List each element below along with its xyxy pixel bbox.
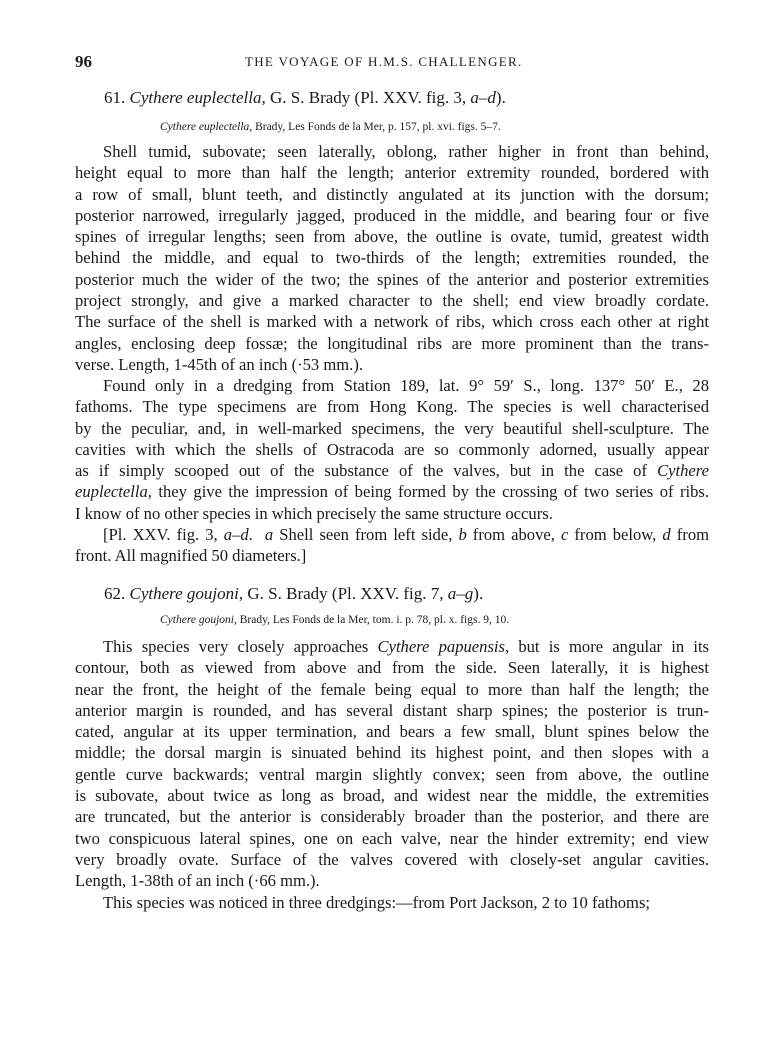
species-name: Cythere euplectella — [129, 88, 262, 107]
entry-62-citation: Cythere goujoni, Brady, Les Fonds de la Mer, tom. i. p. 78, pl. x. figs. 9, 10. — [160, 614, 510, 626]
page-header — [75, 52, 713, 74]
entry-61-description: Shell tumid, subovate; seen laterally, oblong, rather higher in front than behind, height equal to more than half the length; anterior extremity rounded, bordered with a row of small, blunt teeth, and distinctly angulated at its junction with the dorsum; posterior narrowed, irregularly jagged, produced in the middle, and bearing four or five spines of irregular lengths; seen from above, the outline is ovate, tumid, greatest width behind the middle, and equal to two-thirds of the length; extremities rounded, the posterior much the wider of the two; the spines of the anterior and posterior extremities project strongly, and give a marked character to the shell; end view broadly cordate. The surface of the shell is marked with a network of ribs, which cross each other at right angles, enclosing deep fossæ; the longitudinal ribs are more prominent than the trans- verse. Length, 1-45th of an inch (·53 mm.). — [75, 142, 709, 374]
citation-species: Cythere euplectella — [160, 121, 250, 133]
entry-number: 61. — [104, 88, 126, 107]
entry-61-heading: 61. Cythere euplectella, G. S. Brady (Pl. XXV. fig. 3, a–d). — [104, 88, 506, 107]
entry-62-description: This species very closely approaches Cythere papuensis, but is more angular in its contour, both as viewed from above and from the side. Seen laterally, it is highest near the front, the height of the female being equal to more than half the length; the anterior margin is rounded, and has several distant sharp spines; the posterior is trun- cated, angular at its upper termination, and bears a few small, blunt spines below the middle; the dorsal margin is sinuated behind its highest point, and then slopes with a gentle curve backwards; ventral margin slightly convex; seen from above, the outline is subovate, about twice as long as broad, and widest near the middle, the extremities are truncated, but the anterior is considerably broader than the posterior, and there are two conspicuous lateral spines, one on each valve, near the hinder extremity; end view very broadly ovate. Surface of the valves covered with closely-set angular cavities. Length, 1-38th of an inch (·66 mm.). — [75, 637, 710, 891]
page-number: 96 — [75, 52, 92, 71]
citation-species: Cythere goujoni — [160, 614, 234, 626]
species-name: Cythere goujoni — [129, 584, 239, 603]
entry-61-occurrence: Found only in a dredging from Station 189, lat. 9° 59′ S., long. 137° 50′ E., 28 fathoms. The type specimens are from Hong Kong. The species is well characterised by the peculiar, and, in well-marked specimens, the very beautiful shell-sculpture. The cavities with which the shells of Ostracoda are so commonly adorned, usually appear as if simply scooped out of the substance of the valves, but in the case of Cythere euplectella, they give the impression of being formed by the crossing of two series of ribs. I know of no other species in which precisely the same structure occurs. — [75, 376, 709, 523]
entry-61-plate-note: [Pl. XXV. fig. 3, a–d. a Shell seen from left side, b from above, c from below, d from front. All magnified 50 diameters.] — [75, 525, 710, 566]
entry-number: 62. — [104, 584, 126, 603]
entry-61-citation: Cythere euplectella, Brady, Les Fonds de la Mer, p. 157, pl. xvi. figs. 5–7. — [160, 121, 501, 133]
entry-62-occurrence: This species was noticed in three dredgings:—from Port Jackson, 2 to 10 fathoms; — [103, 893, 651, 912]
running-title: THE VOYAGE OF H.M.S. CHALLENGER. — [245, 54, 523, 69]
entry-62-heading: 62. Cythere goujoni, G. S. Brady (Pl. XXV. fig. 7, a–g). — [104, 584, 484, 603]
